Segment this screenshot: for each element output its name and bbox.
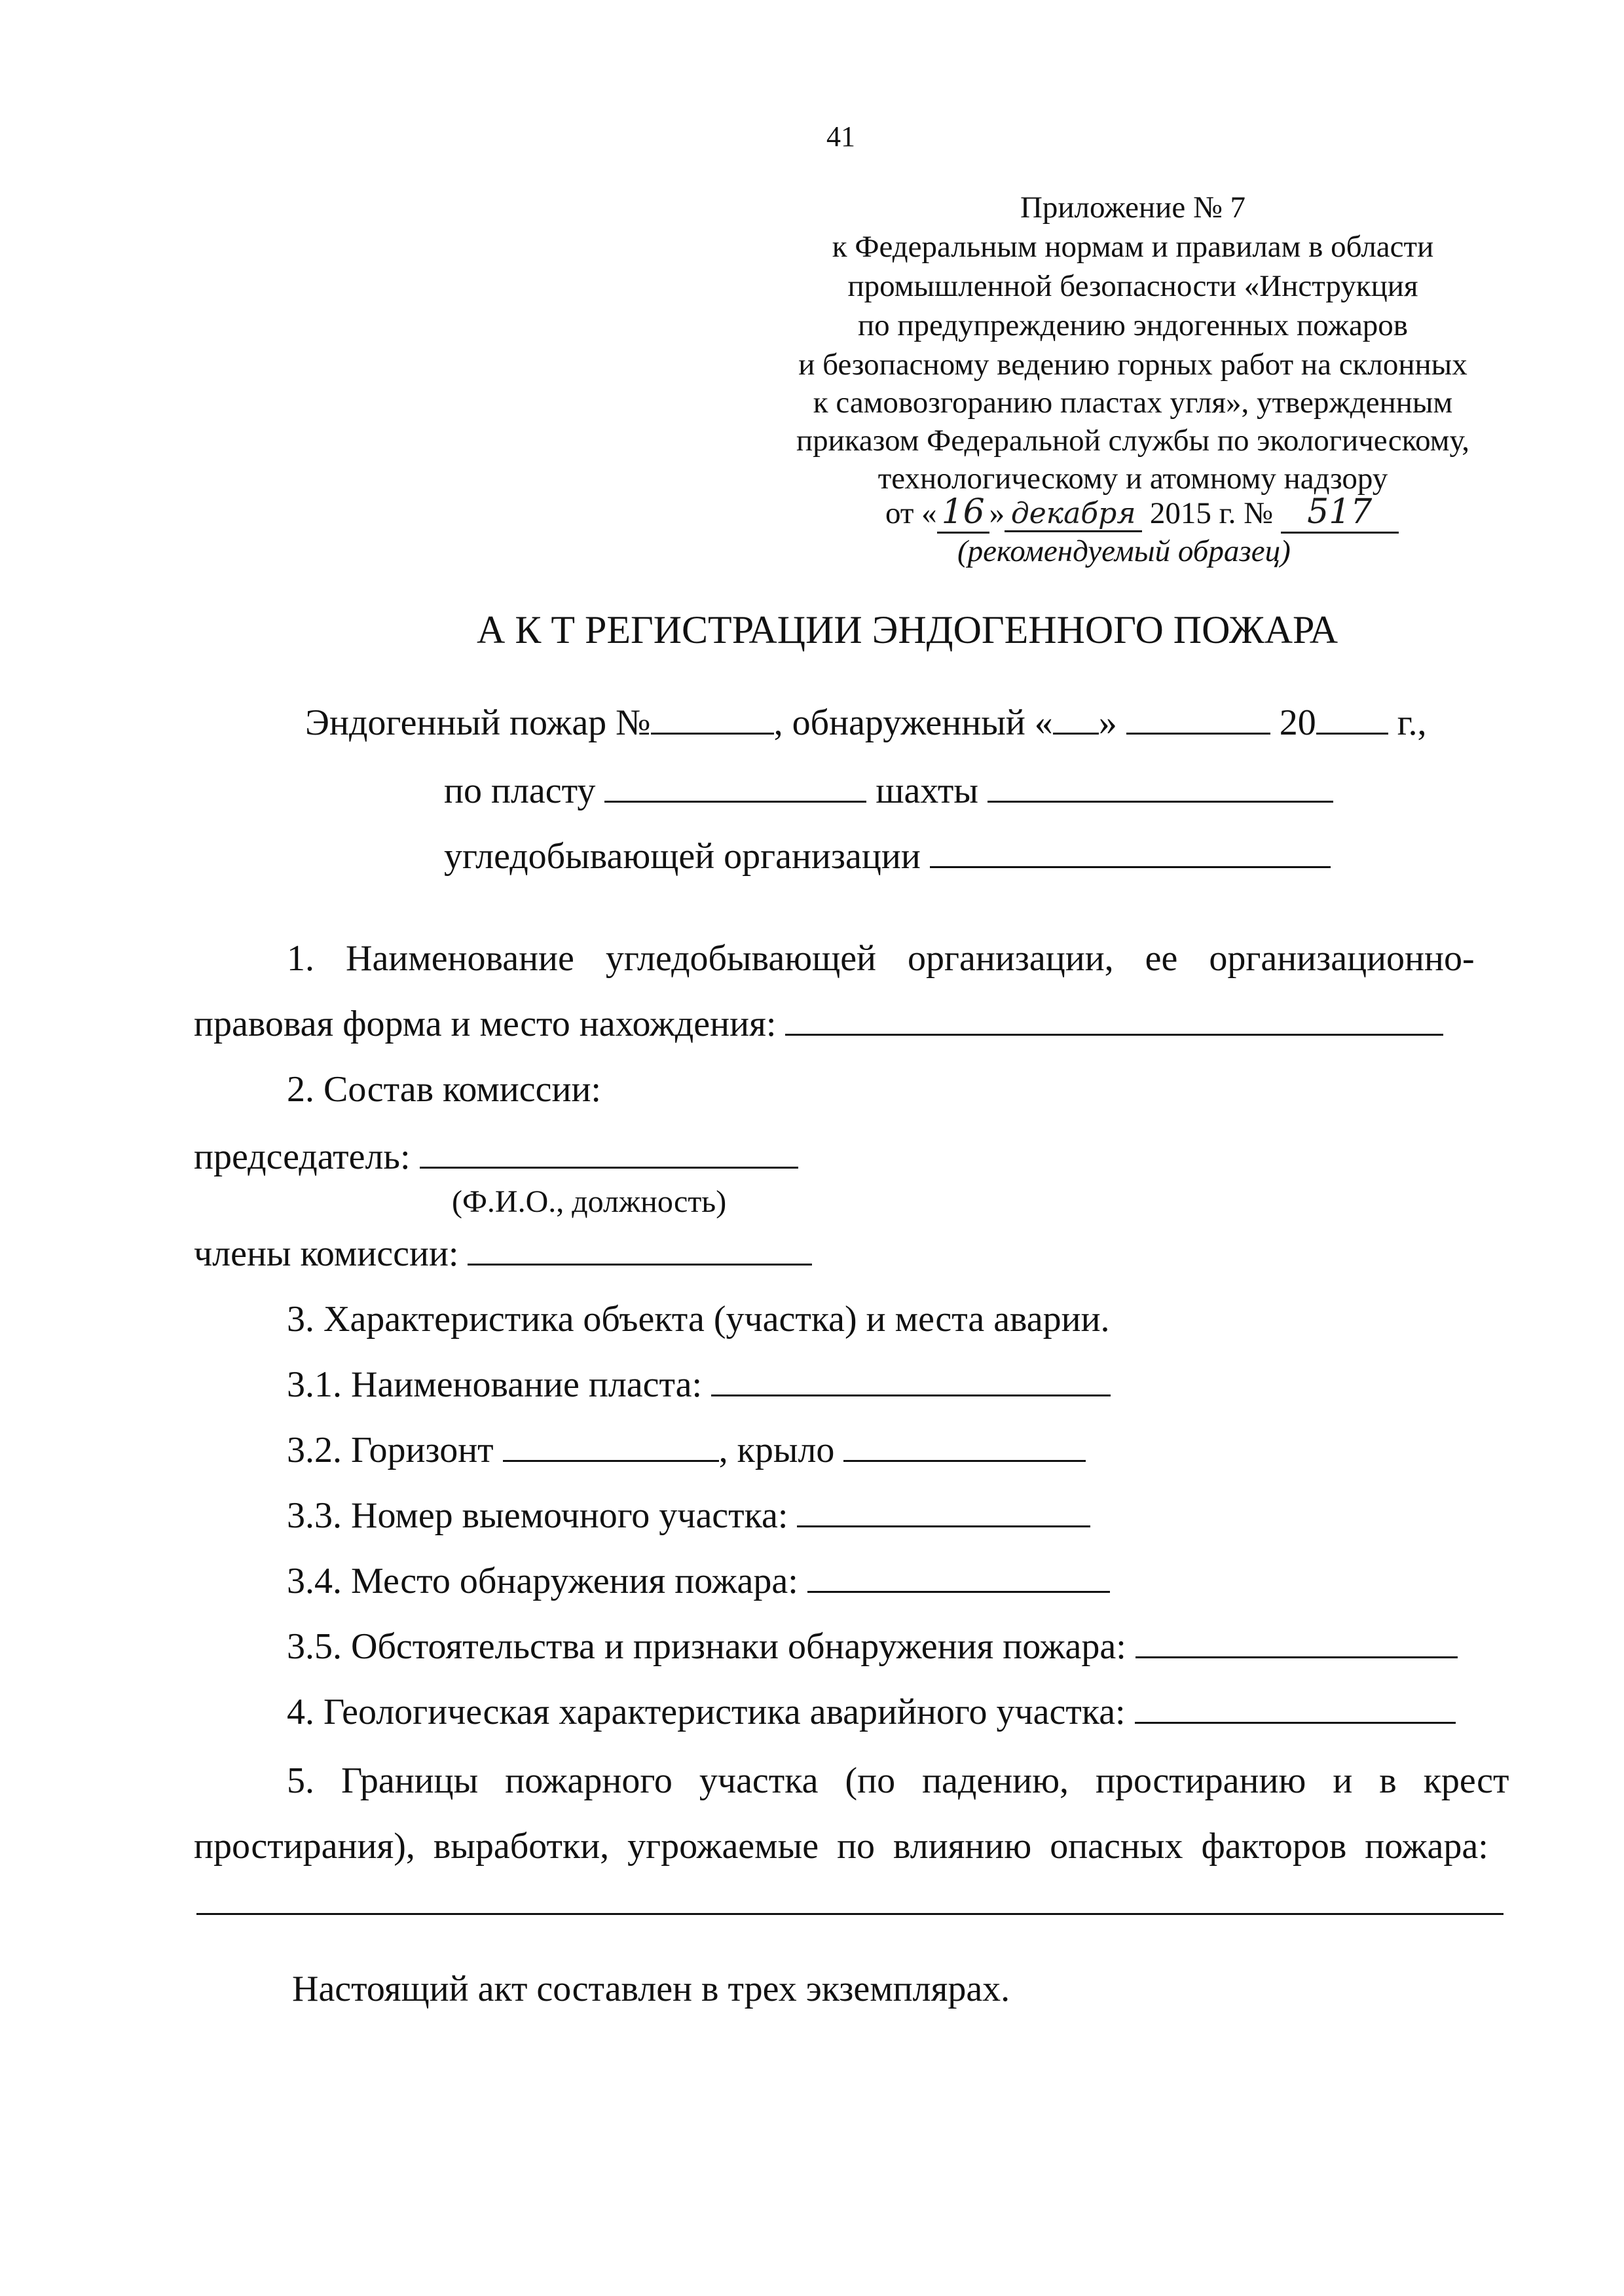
item-3-2-label: 3.2. Горизонт (287, 1430, 494, 1470)
page-number: 41 (826, 120, 855, 153)
item-5-blank[interactable] (196, 1913, 1504, 1915)
wing-label: , крыло (718, 1430, 835, 1470)
item-5-line-1: 5. Границы пожарного участка (по падению, простиранию и в крест (287, 1760, 1509, 1801)
year-prefix: 20 (1279, 702, 1316, 743)
item-4-line (287, 1691, 1456, 1733)
item-1-blank[interactable] (785, 1033, 1443, 1036)
seam-mine-line (444, 770, 1333, 812)
fire-number-blank[interactable] (651, 732, 774, 735)
sample-note: (рекомендуемый образец) (957, 534, 1291, 568)
organization-line (444, 835, 1331, 877)
item-4-blank[interactable] (1135, 1721, 1456, 1724)
seam-label: по пласту (444, 771, 596, 811)
organization-label: угледобывающей организации (444, 836, 921, 877)
item-1-line-2 (194, 1003, 1443, 1045)
detected-day-blank[interactable] (1053, 732, 1099, 735)
appendix-line: к самовозгоранию пластах угля», утвержденным (813, 386, 1453, 420)
item-5-line-2: простирания), выработки, угрожаемые по влиянию опасных факторов пожара: (194, 1826, 1488, 1867)
item-3-4-blank[interactable] (807, 1590, 1110, 1593)
fio-note: (Ф.И.О., должность) (452, 1184, 727, 1219)
handwritten-order-number: 517 (1281, 492, 1399, 534)
item-3-3-line (287, 1495, 1090, 1537)
item-3-1-blank[interactable] (711, 1394, 1111, 1396)
item-3-2-line (287, 1429, 1086, 1471)
item-3-5-label: 3.5. Обстоятельства и признаки обнаружения пожара: (287, 1626, 1126, 1667)
appendix-line: технологическому и атомному надзору (877, 462, 1388, 496)
item-3-1-label: 3.1. Наименование пласта: (287, 1364, 703, 1405)
seam-blank[interactable] (604, 800, 866, 803)
item-3-3-blank[interactable] (797, 1525, 1090, 1527)
detected-month-blank[interactable] (1126, 732, 1270, 735)
order-date-line (885, 492, 1399, 534)
year-suffix: г., (1397, 702, 1427, 743)
item-3: 3. Характеристика объекта (участка) и места аварии. (287, 1299, 1110, 1339)
item-2: 2. Состав комиссии: (287, 1069, 601, 1110)
year-blank[interactable] (1316, 732, 1388, 735)
wing-blank[interactable] (843, 1459, 1086, 1462)
date-mid: » (989, 496, 1005, 530)
handwritten-month: декабря (1005, 497, 1142, 532)
date-prefix: от « (885, 496, 937, 530)
item-3-5-line (287, 1626, 1458, 1667)
members-line (194, 1233, 812, 1275)
item-3-4-label: 3.4. Место обнаружения пожара: (287, 1561, 798, 1601)
chairman-blank[interactable] (420, 1166, 798, 1169)
members-blank[interactable] (468, 1263, 812, 1266)
appendix-line: по предупреждению эндогенных пожаров (857, 308, 1409, 342)
item-3-4-line (287, 1560, 1110, 1602)
appendix-line: Приложение № 7 (1020, 191, 1246, 225)
closing-statement: Настоящий акт составлен в трех экземплярах. (292, 1969, 1010, 2009)
chairman-line (194, 1136, 798, 1178)
handwritten-day: 16 (937, 492, 989, 534)
item-3-5-blank[interactable] (1135, 1656, 1458, 1658)
item-4-label: 4. Геологическая характеристика аварийного участка: (287, 1692, 1126, 1732)
members-label: члены комиссии: (194, 1233, 459, 1274)
mine-label: шахты (876, 771, 979, 811)
mine-blank[interactable] (987, 800, 1333, 803)
item-3-3-label: 3.3. Номер выемочного участка: (287, 1495, 788, 1536)
date-year: 2015 г. № (1149, 496, 1273, 530)
appendix-line: приказом Федеральной службы по экологическому, (796, 424, 1469, 458)
chairman-label: председатель: (194, 1137, 411, 1177)
item-1-line-1: 1. Наименование угледобывающей организации, ее организационно- (287, 938, 1475, 979)
item-3-1-line (287, 1364, 1111, 1406)
appendix-line: к Федеральным нормам и правилам в области (832, 230, 1434, 264)
detected-label: , обнаруженный « (773, 702, 1053, 743)
document-title: А К Т РЕГИСТРАЦИИ ЭНДОГЕННОГО ПОЖАРА (477, 608, 1338, 651)
organization-blank[interactable] (930, 866, 1331, 868)
fire-number-line (305, 702, 1426, 744)
fire-number-label: Эндогенный пожар № (305, 702, 651, 743)
item-1-label: правовая форма и место нахождения: (194, 1004, 777, 1044)
horizon-blank[interactable] (503, 1459, 719, 1462)
appendix-line: и безопасному ведению горных работ на склонных (798, 348, 1467, 382)
appendix-line: промышленной безопасности «Инструкция (847, 269, 1418, 303)
quote-close: » (1098, 702, 1117, 743)
